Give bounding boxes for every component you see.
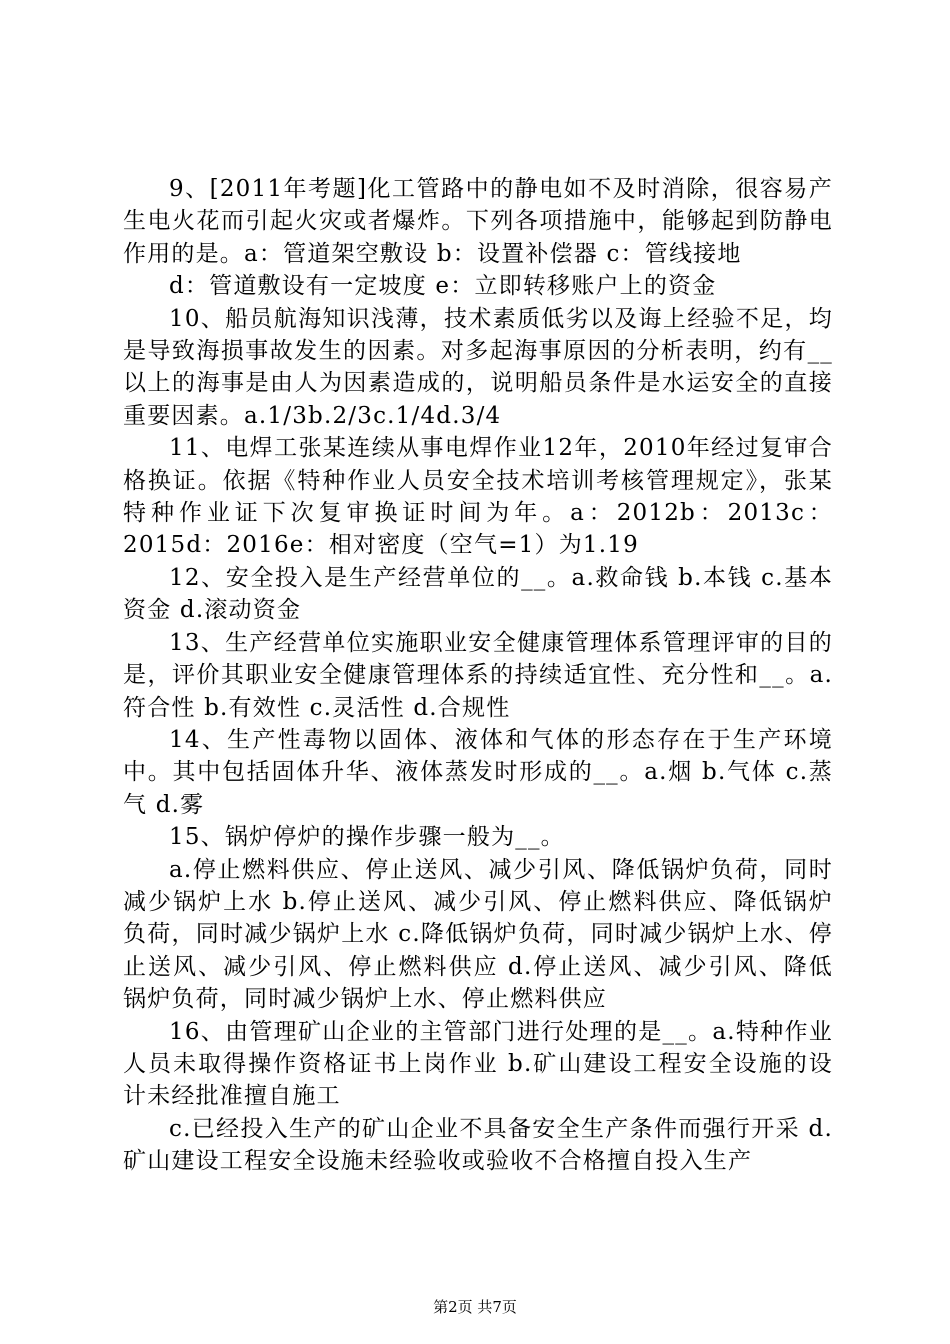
question-13: 13、生产经营单位实施职业安全健康管理体系管理评审的目的是，评价其职业安全健康管理体系的持续适宜性、充分性和__。a.符合性 b.有效性 c.灵活性 d.合规性	[123, 629, 833, 721]
question-9-continuation: d：管道敷设有一定坡度 e：立即转移账户上的资金	[169, 273, 717, 300]
page-number-footer: 第2页 共7页	[433, 1298, 517, 1316]
question-14: 14、生产性毒物以固体、液体和气体的形态存在于生产环境中。其中包括固体升华、液体蒸发时形成的__。a.烟 b.气体 c.蒸气 d.雾	[123, 726, 833, 818]
question-15-options: a.停止燃料供应、停止送风、减少引风、降低锅炉负荷，同时减少锅炉上水 b.停止送风、减少引风、停止燃料供应、降低锅炉负荷，同时减少锅炉上水 c.降低锅炉负荷，同时减少锅炉上水、停止送风、减少引风、停止燃料供应 d.停止送风、减少引风、降低锅炉负荷，同时减少锅炉上水、停止燃料供应	[123, 856, 833, 1013]
document-body	[123, 173, 833, 1178]
question-11: 11、电焊工张某连续从事电焊作业12年，2010年经过复审合格换证。依据《特种作业人员安全技术培训考核管理规定》，张某特种作业证下次复审换证时间为年。a：2012b：2013c：2015d：2016e：相对密度（空气=1）为1.19	[123, 435, 833, 559]
question-16: 16、由管理矿山企业的主管部门进行处理的是__。a.特种作业人员未取得操作资格证书上岗作业 b.矿山建设工程安全设施的设计未经批准擅自施工	[123, 1018, 833, 1110]
question-15: 15、锅炉停炉的操作步骤一般为__。	[169, 824, 565, 851]
question-9: 9、[2011年考题]化工管路中的静电如不及时消除，很容易产生电火花而引起火灾或者爆炸。下列各项措施中，能够起到防静电作用的是。a：管道架空敷设 b：设置补偿器 c：管线接地	[123, 176, 833, 267]
question-12: 12、安全投入是生产经营单位的__。a.救命钱 b.本钱 c.基本资金 d.滚动资金	[123, 564, 833, 624]
question-10: 10、船员航海知识浅薄，技术素质低劣以及诲上经验不足，均是导致海损事故发生的因素。对多起海事原因的分析表明，约有__以上的海事是由人为因素造成的，说明船员条件是水运安全的直接重要因素。a.1/3b.2/3c.1/4d.3/4	[123, 305, 833, 429]
question-16-continuation: c.已经投入生产的矿山企业不具备安全生产条件而强行开采 d.矿山建设工程安全设施未经验收或验收不合格擅自投入生产	[123, 1115, 833, 1175]
